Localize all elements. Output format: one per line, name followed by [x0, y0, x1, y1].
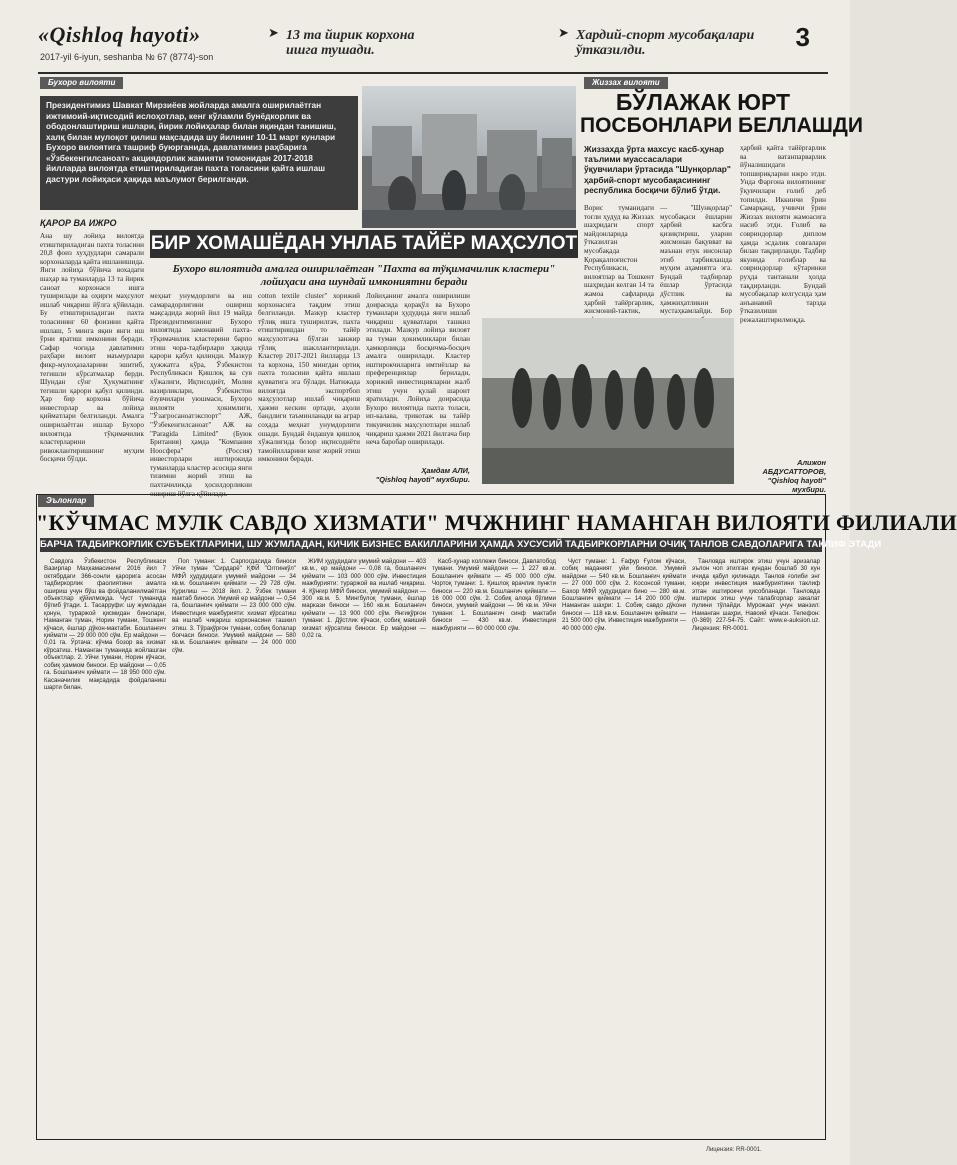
- right-headline-line2: ПОСБОНЛАРИ БЕЛЛАШДИ: [580, 114, 863, 137]
- right-signature: Алижон АБДУСАТТОРОВ, "Qishloq hayoti" мухбири.: [762, 458, 826, 494]
- left-column-1: Ана шу лойиҳа вилоятда етиштириладиган пахта толасини 20,8 фоиз хуҳдудлари самарали корхоналарда қайта ишланишида. Янги лойиҳа бўйича вохадаги шаҳар ва туманларда 13 та йирик саноат корхонаси ишга туширилади ва оҳирги маҳсулот ишлаб чиқариш йўлга қўйилади. Бу етиштириладиган пахта толасининг 60 фоизини қайта ишлаш, 5 минга яқин янги иш ўрни яратиш имконини беради. Сафар чоғида давлатимиз раҳбари вилоят маъмурлари фикр-мулоҳазаларини эшитиб, тегишли кўрсатмалар берди. Шундан сўнг Ҳукуматнинг тегишли қарори қабул қилинди. Ҳар бир корхона бўйича инвесторлар ва лойиҳа қийматлари белгиланди. Амалга оширилаётган ишлар Бухоро вилоятида тўқимачилик кластерларини ривожлантиришнинг муҳим босқичи бўлди.: [40, 232, 144, 464]
- ad-column-6: [692, 558, 820, 1118]
- right-intro: Жиззахда ўрта махсус касб-ҳунар таълими муассасалари ўқувчилари ўртасида "Шунқорлар" ҳарбий-спорт мусобақасининг республика босқичи бўлиб ўтди.: [584, 144, 731, 195]
- section-tag-bukhara: Бухоро вилояти: [40, 77, 123, 89]
- masthead: [38, 22, 828, 70]
- left-banner-headline: БИР ХОМАШЁДАН УНЛАБ ТАЙЁР МАҲСУЛОТ: [150, 230, 578, 258]
- teaser-right: Хардий-спорт мусобақалари ўтказилди.: [576, 28, 755, 58]
- ad-column-4: [432, 558, 556, 1128]
- ad-column-text: Савдога Ўзбекистон Республикаси Вазирлар Маҳкамасининг 2016 йил 7 октябрдаги 366-сонли қарорига асосан тадбиркорлик фаолиятини амалга ошириш учун бўш ва фойдаланилмаётган объектлар қўйилмоқда. Чуст туманида бўлиб ўтади. 1. Тасарруфи: шу жумладан қонун, тураржой қисмидан бинолари, Наманган туман, Норин тумани, Тошкент кўчаси, ёшлар дўкон-мактаби. Бошланғич қиймати — 29 000 000 сўм. Ер майдони — 0,01 га. Ўртача: кўчма бозор ва хизмат кўрсатиш. Наманган туманида жойлашган объектлар. 2. Уйчи тумани, Норин кўчаси, собиқ ҳаммом биноси. Ер майдони — 0,05 га. Бошланғич қиймати — 18 950 000 сўм. Касаначилик мақсадида фойдаланиш шарти билан.: [44, 558, 166, 691]
- ad-column-5: [562, 558, 686, 1128]
- teaser-left: 13 та йирик корхона ишга тушади.: [286, 28, 415, 58]
- masthead-rule: [38, 72, 828, 74]
- section-tag-jizzakh: Жиззах вилояти: [584, 77, 668, 89]
- left-lead-paragraph: Президентимиз Шавкат Мирзиёев жойларда амалга оширилаётган ижтимоий-иқтисодий ислоҳотлар, кенг кўламли бунёдкорлик ва ободонлаштириш ишлари, йирик лойиҳалар билан яқиндан танишиш, халқ билан мулоқот қилиш мақсадида шу йилнинг 10-11 март кунлари Бухоро вилоятига ташриф буюрганида, давлатимиз раҳбарига «Ўзбекенгилсаноат» акциядорлик жамияти томонидан 2017-2018 йилларда вилоятда етиштириладиган пахта толасини қайта ишлаш дастури лойиҳаси ҳақида маълумот берилганди.: [40, 96, 358, 210]
- left-column-3: cotton textile cluster" хорижий корхонасига тақдим этиш белгиланди. Мазкур кластер тўлиқ ишга туширилгач, пахта етиштиришдан то тайёр маҳсулотгача бўлган занжир тўлиқ шакллантирилади. Кластер 2017-2021 йилларда 13 та корхона, 150 мингдан ортиқ пахта толасини қайта ишлаш қувватига эга бўлади. Натижада вилоятда экспортбоп маҳсулотлар ишлаб чиқариш ҳажми кескин ортади, аҳоли бандлиги таъминланади ва аграр соҳада меҳнат унумдорлиги ошади. Бундай ёндашув қишлоқ хўжалигида бозор иқтисодиёти тамойилларини кенг жорий этиш имконини беради.: [258, 292, 360, 464]
- ad-column-text: Касб-ҳунар коллежи биноси, Давлатобод тумани. Умумий майдони — 1 227 кв.м. Бошланғич қиймати — 45 000 000 сўм. Чортоқ тумани: 1. Қишлоқ врачлик пункти биноси — 220 кв.м. Бошланғич қиймати — 16 000 000 сўм. 2. Собиқ алоқа бўлими биноси, умумий майдони — 96 кв.м. Уйчи тумани: 1. Бошланғич синф мактаби биноси — 430 кв.м. Инвестиция мажбурияти — 60 000 000 сўм.: [432, 558, 556, 632]
- left-deck: Бухоро вилоятида амалга оширилаётган "Пахта ва тўқимачилик кластери" лойиҳаси ана шундай имкониятни беради: [172, 263, 556, 288]
- left-subhead: ҚАРОР ВА ИЖРО: [40, 218, 117, 228]
- issue-info: 2017-yil 6-iyun, seshanba № 67 (8774)-son: [40, 52, 214, 62]
- military-contest-photo: [482, 318, 734, 484]
- right-column-2: — "Шунқорлар" мусобақаси ёшларни ҳарбий касбга қизиқтириш, уларни жисмонан бақувват ва маънан етук инсонлар этиб тарбиялашда муҳим аҳамиятга эга. Бундай тадбирлар ёшлар ўртасида дўстлик ва ҳамжиҳатликни мустаҳкамлайди. Бор: [660, 204, 732, 316]
- ad-title: "КЎЧМАС МУЛК САВДО ХИЗМАТИ" МЧЖНИНГ НАМАНГАН ВИЛОЯТИ ФИЛИАЛИ: [36, 510, 957, 535]
- left-column-2: меҳнат унумдорлиги ва иш самарадорлигини ошириш мақсадида жорий йил 19 майда Президентимизнинг Бухоро вилоятида замонавий пахта-тўқимачилик кластерини барпо этиш чора-тадбирлари ҳақида қарори қабул қилинди. Мазкур ҳужжатга кўра, Ўзбекистон Республикаси Қишлоқ ва сув хўжалиги, Иқтисодиёт, Молия вазирликлари, Ўзбекистон ёзувчилари уюшмаси, Бухоро вилояти ҳокимлиги, "Ўзагросаноатэкспорт" АЖ, "Ўзбекенгилсаноат" АЖ ва "Paragida Limited" (Буюк Британия) ҳамда "Компания Ноосфера" (Россия) инвесторлари иштирокида туманларда кластер асосида янги тизимни жорий этиш ва пахтачиликда ҳосилдорликни ошириш йўлга қўйилади.: [150, 292, 252, 498]
- ad-column-3: [302, 558, 426, 1128]
- ad-column-1: [44, 558, 166, 1128]
- ad-column-text: Танловда иштирок этиш учун аризалар эълон чоп этилган кундан бошлаб 30 кун ичида қабул қилинади. Танлов ғолиби энг юқори инвестиция мажбуриятини таклиф этган иштирокчи ҳисобланади. Танловда иштирок этиш учун талабгорлар закалат пулини тўлайди. Мурожаат учун манзил: Наманган шаҳри, Навоий кўчаси. Телефон: (0-369) 227-54-75. Сайт: www.e-auksion.uz. Лицензия: RR-0001.: [692, 558, 820, 632]
- left-column-4: Лойиҳанинг амалга оширилиши доирасида қорақўл ва Бухоро туманлари ҳудудида янги ишлаб чиқариш қувватлари ташкил этилади. Мазкур лойиҳа вилоят ва туман ҳокимликлари билан ҳамкорликда босқичма-босқич амалга оширилади. Кластер иштирокчиларига имтиёзлар ва преференциялар берилади, хорижий инвестицияларни жалб этиш учун қулай шароит яратилади. Лойиҳа доирасида Бухоро вилоятида пахта толаси, ип-калава, трикотаж ва тайёр тикувчилик маҳсулотлари ишлаб чиқариш ҳажми 2021 йилгача бир неча баробар оширилади.: [366, 292, 470, 447]
- factory-photo: [362, 86, 576, 228]
- ad-column-text: ЖИМ ҳудудидаги умумий майдони — 403 кв.м., ер майдони — 0,08 га, бошланғич қиймати — 103 000 000 сўм. Инвестиция мажбурияти: тураржой ва ишлаб чиқариш. 4. Қўнғир МФЙ биноси, умумий майдони — 300 кв.м. 5. Мингбулоқ тумани, ёшлар маркази биноси — 160 кв.м. Бошланғич қиймати — 13 900 000 сўм. Янгиқўрғон тумани: 1. Дўстлик кўчаси, собиқ маиший хизмат кўрсатиш биноси. Ер майдони — 0,02 га.: [302, 558, 426, 640]
- right-column-3: ҳарбий қайта тайёргарлик ва ватанпарварлик йўналишидаги топшириқларни ижро этди. Унда Фарғона вилоятининг ўқувчилари ғолиб деб топилди. Иккинчи ўрин Самарқанд, учинчи ўрин Жиззах вилояти жамоасига насиб этди. Ғолиб ва совриндорлар диплом ҳамда эсдалик совғалари билан тақдирланди. Тадбир якунида ғолиблар ва совриндорлар кўтаринки руҳда тантанали ҳолда тақдирланди. Бундай мусобақалар келгусида ҳам анъанавий тарзда ўтказилиши режалаштирилмоқда.: [740, 144, 826, 324]
- left-signature: Ҳамдам АЛИ, "Qishloq hayoti" мухбири.: [375, 466, 470, 484]
- section-tag-ads: Эълонлар: [38, 495, 94, 507]
- ad-subtitle: БАРЧА ТАДБИРКОРЛИК СУБЪЕКТЛАРИНИ, ШУ ЖУМЛАДАН, КИЧИК БИЗНЕС ВАКИЛЛАРИНИ ҲАМДА ХУСУСИЙ ТАДБИРКОРЛАРНИ ОЧИҚ ТАНЛОВ САВДОЛАРИГА ТАКЛИФ ЭТАДИ: [40, 539, 882, 550]
- license-note: Лицензия: RR-0001.: [706, 1147, 762, 1153]
- ad-column-text: Поп тумани: 1. Сарпогдасида биноси Уйчи туман "Сирдарё" ҚФЙ "Олтинкўл" МФЙ ҳудудидаги умумий майдони — 34 кв.м. бошланғич қиймати — 29 728 сўм. Қурилиш — 2018 йил. 2. Ўзбек тумани мактаб биноси. Умумий ер майдони — 0,54 га, бошланғич қиймати — 23 000 000 сўм. Инвестиция мажбурияти: хизмат кўрсатиш ва ишлаб чиқариш корхонасини ташкил этиш. 3. Тўрақўрғон тумани, собиқ болалар боғчаси биноси. Умумий майдони — 580 кв.м. Бошланғич қиймати — 24 000 000 сўм.: [172, 558, 296, 654]
- ad-column-2: [172, 558, 296, 1128]
- right-headline-line1: БЎЛАЖАК ЮРТ: [615, 89, 791, 115]
- page-number: 3: [795, 22, 810, 52]
- ad-column-text: Чуст тумани: 1. Ғафур Ғулом кўчаси, собиқ маданият уйи биноси. Умумий майдони — 540 кв.м. Бошланғич қиймати — 27 000 000 сўм. 2. Косонсой тумани, Бахор МФЙ ҳудудидаги бино — 280 кв.м. Бошланғич қиймати — 14 200 000 сўм. Наманган шаҳри: 1. Собиқ савдо дўкони биноси — 118 кв.м. Бошланғич қиймати — 21 500 000 сўм. Инвестиция мажбурияти — 40 000 000 сўм.: [562, 558, 686, 632]
- arrow-right-icon: ➤: [268, 26, 279, 41]
- right-column-1: Ворис туманидаги тоғли ҳудуд ва Жиззах шаҳридаги спорт майдонларида ўтказилган мусобақада Қорақалпоғистон Республикаси, вилоятлар ва Тошкент шаҳридан келган 14 та жамоа сафларида ҳарбий тайёргарлик, жисмоний-тактик,: [584, 204, 654, 316]
- newspaper-title: «Qishloq hayoti»: [38, 22, 201, 47]
- arrow-right-icon: ➤: [558, 26, 569, 41]
